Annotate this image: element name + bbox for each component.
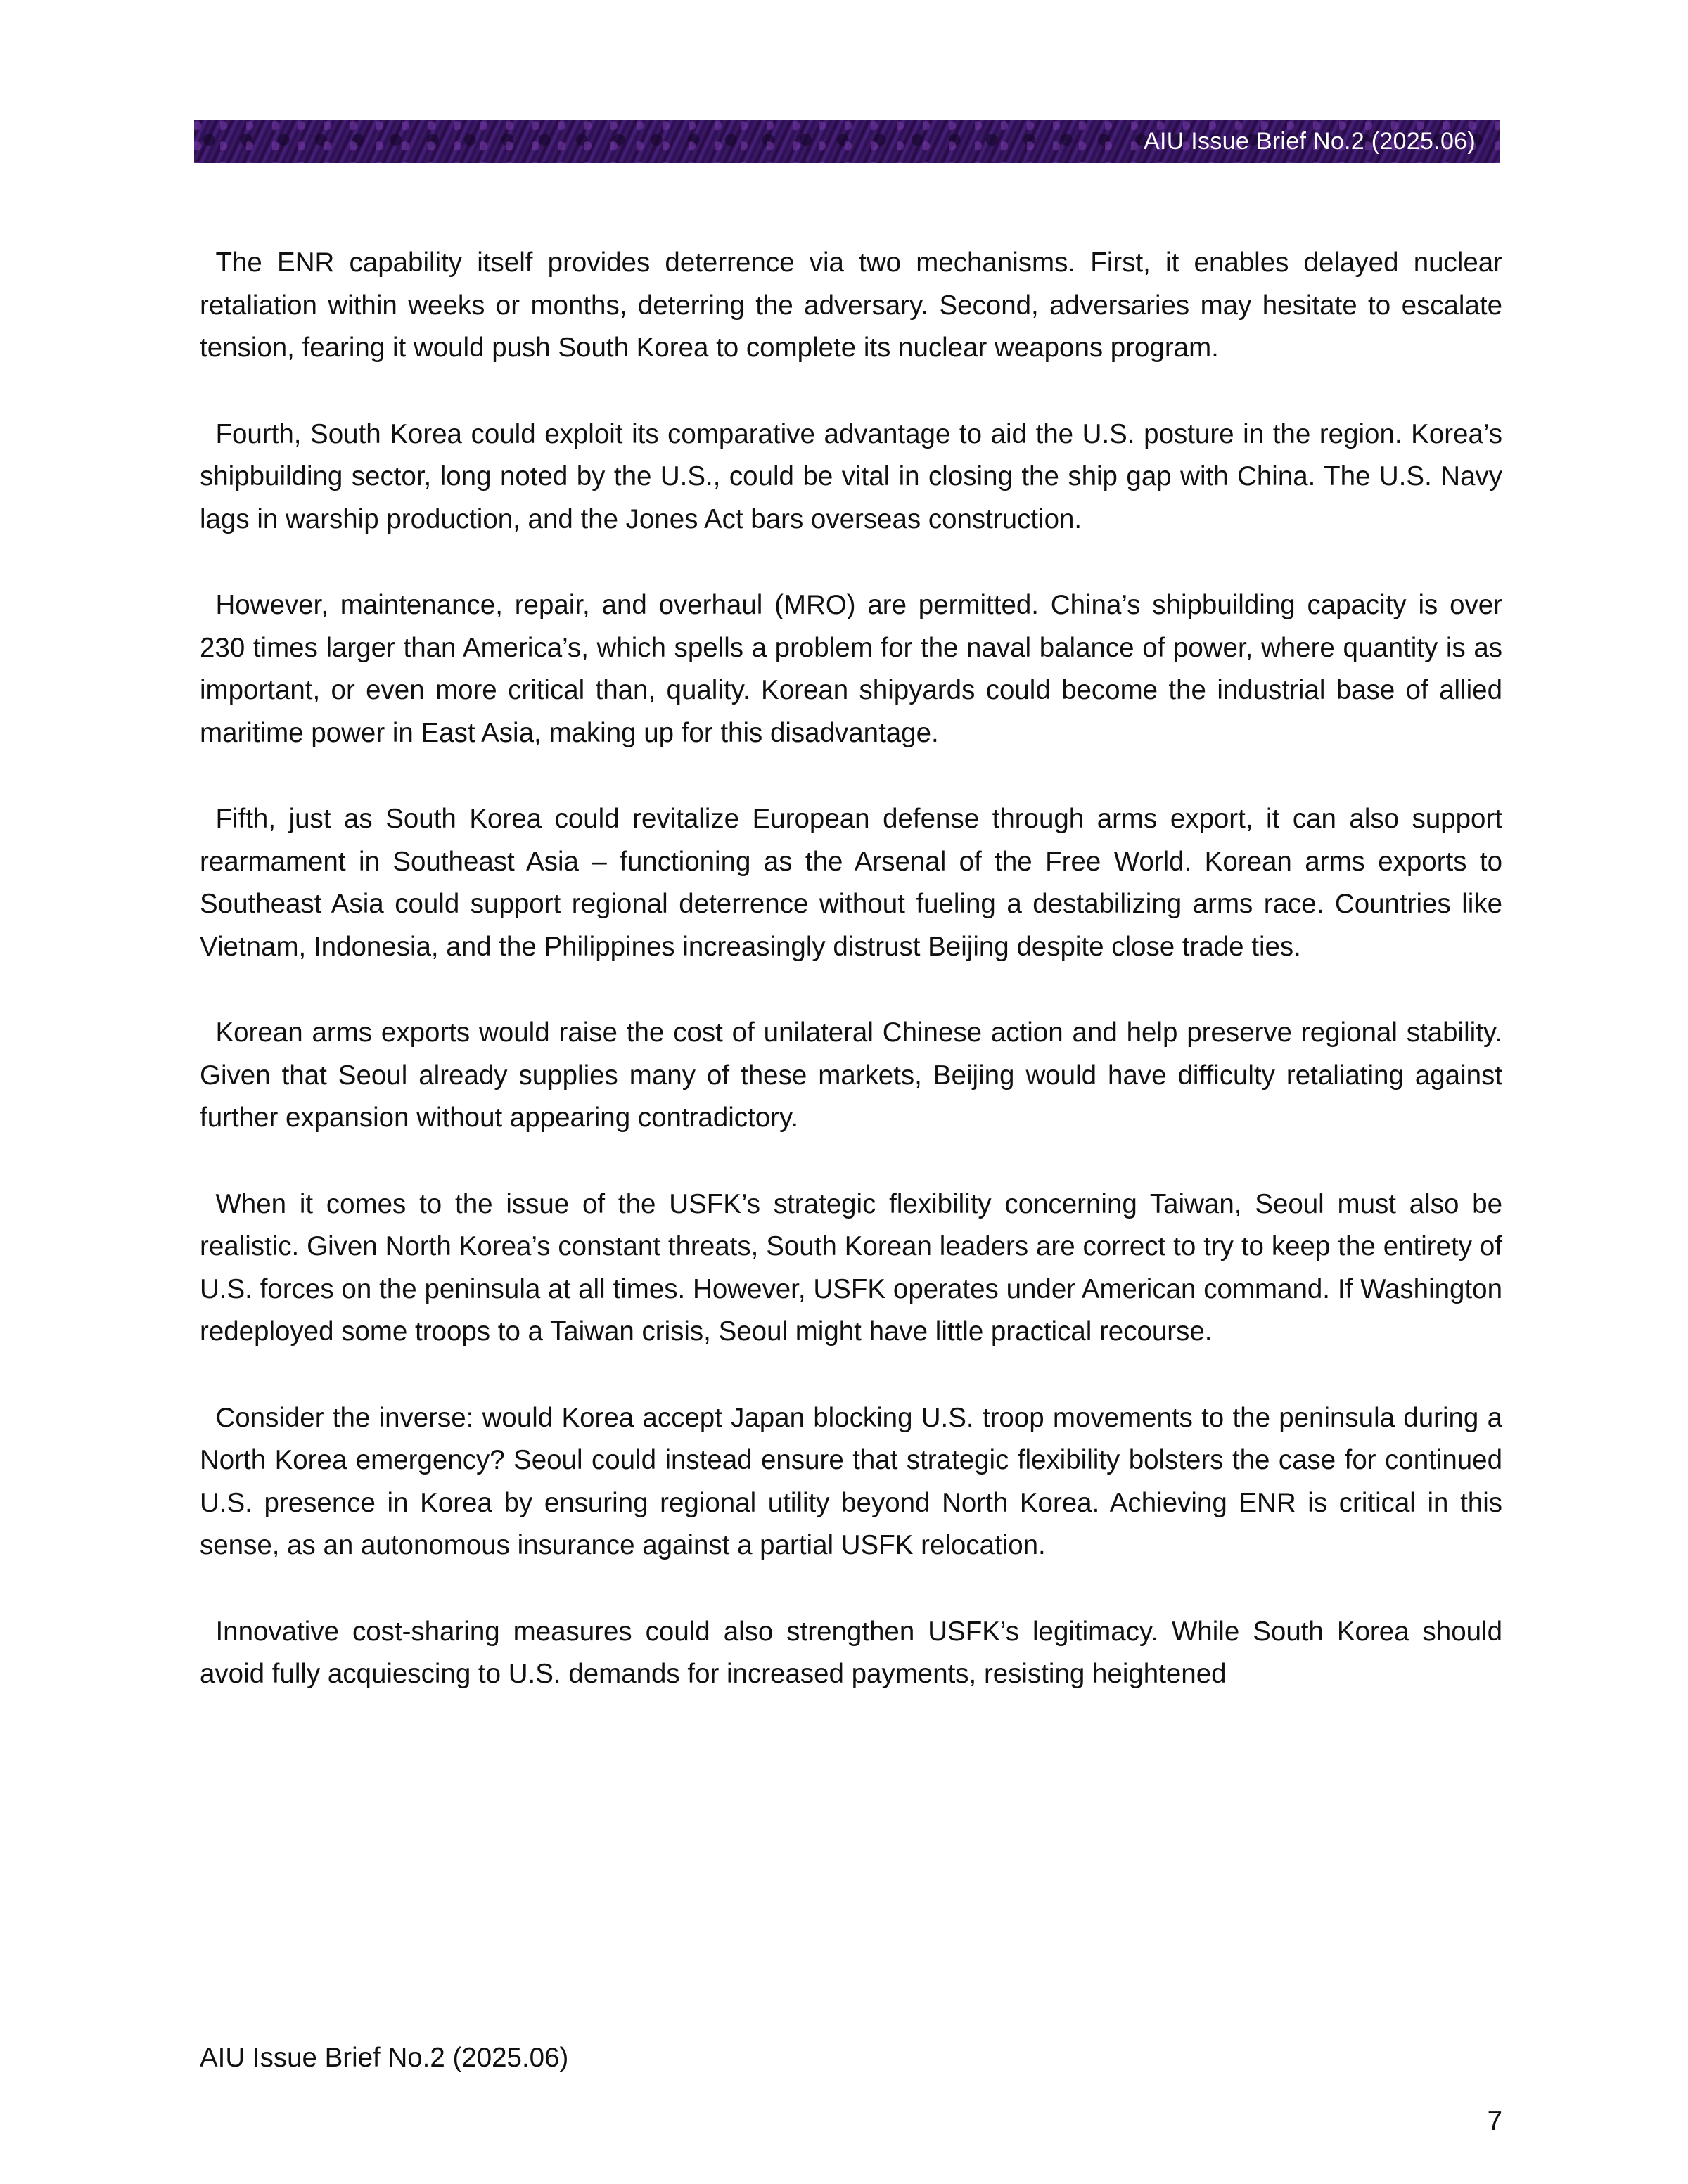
paragraph: Fourth, South Korea could exploit its comparative advantage to aid the U.S. posture in the region. Korea’s shipbuilding sector, long noted by the U.S., could be vital in closing the ship gap with China. The U.S. Navy lags in warship production, and the Jones Act bars overseas construction.: [200, 418, 1510, 534]
footer-title: AIU Issue Brief No.2 (2025.06): [200, 2043, 569, 2073]
paragraph: Consider the inverse: would Korea accept Japan blocking U.S. troop movements to the peninsula during a North Korea emergency? Seoul could instead ensure that strategic flexibility bolsters the case for continued U.S. presence in Korea by ensuring regional utility beyond North Korea. Achieving ENR is critical in this sense, as an autonomous insurance against a partial USFK relocation.: [200, 1402, 1510, 1560]
paragraph: Korean arms exports would raise the cost of unilateral Chinese action and help preserve regional stability. Given that Seoul already supplies many of these markets, Beijing would have difficulty retaliating against further expansion without appearing contradictory.: [200, 1017, 1510, 1133]
paragraph: When it comes to the issue of the USFK’s strategic flexibility concerning Taiwan, Seoul must also be realistic. Given North Korea’s constant threats, South Korean leaders are correct to try to keep the entirety of U.S. forces on the peninsula at all times. However, USFK operates under American command. If Washington redeployed some troops to a Taiwan crisis, Seoul might have little practical recourse.: [200, 1188, 1510, 1347]
paragraph: However, maintenance, repair, and overhaul (MRO) are permitted. China’s shipbuilding capacity is over 230 times larger than America’s, which spells a problem for the naval balance of power, where quantity is as important, or even more critical than, quality. Korean shipyards could become the industrial base of allied maritime power in East Asia, making up for this disadvantage.: [200, 590, 1510, 748]
paragraph: Fifth, just as South Korea could revitalize European defense through arms export, it can also support rearmament in Southeast Asia – functioning as the Arsenal of the Free World. Korean arms exports to Southeast Asia could support regional deterrence without fueling a destabilizing arms race. Countries like Vietnam, Indonesia, and the Philippines increasingly distrust Beijing despite close trade ties.: [200, 804, 1510, 962]
page-number: 7: [1487, 2106, 1502, 2136]
header-band: [194, 120, 1500, 163]
paragraph: Innovative cost-sharing measures could also strengthen USFK’s legitimacy. While South Korea should avoid fully acquiescing to U.S. demands for increased payments, resisting heightened: [200, 1616, 1510, 1689]
article-body: [200, 242, 1510, 1740]
paragraph: The ENR capability itself provides deterrence via two mechanisms. First, it enables delayed nuclear retaliation within weeks or months, deterring the adversary. Second, adversaries may hesitate to escalate tension, fearing it would push South Korea to complete its nuclear weapons program.: [200, 248, 1510, 363]
header-title: AIU Issue Brief No.2 (2025.06): [1143, 128, 1476, 155]
